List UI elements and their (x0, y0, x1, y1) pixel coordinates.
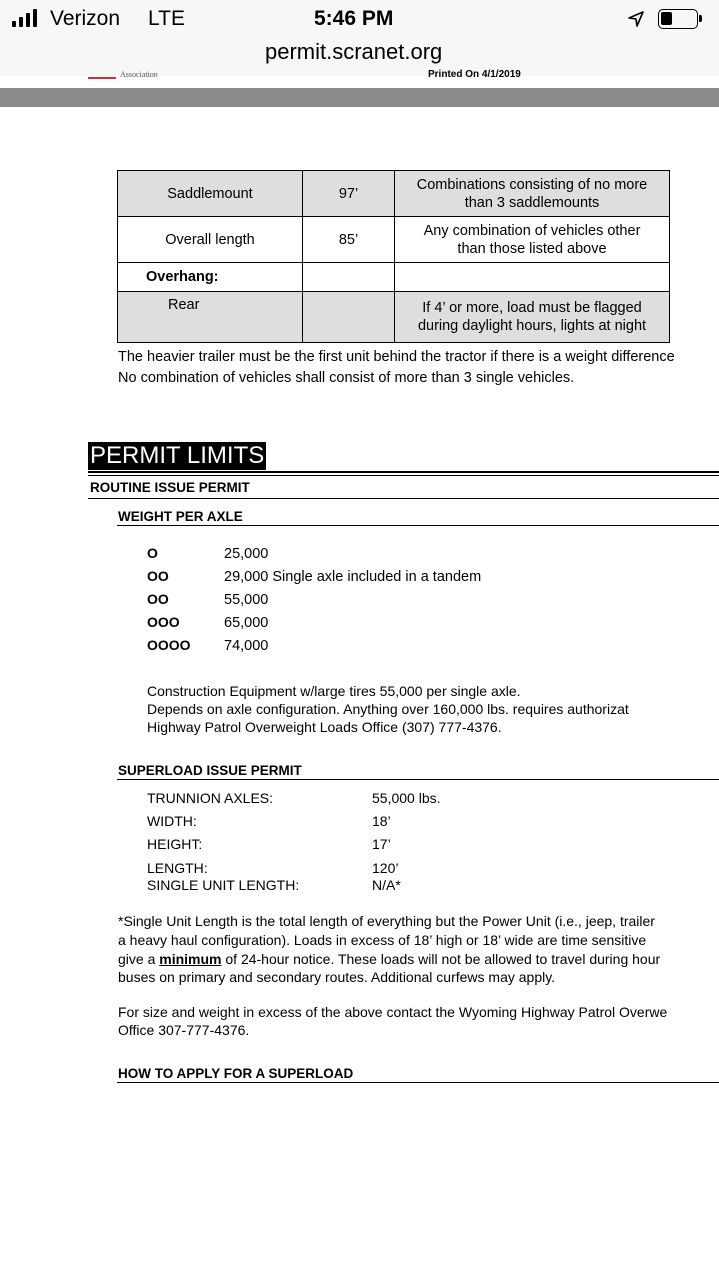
divider (88, 471, 719, 473)
table-cell-value (303, 292, 395, 343)
table-row (118, 217, 670, 263)
construction-note: Highway Patrol Overweight Loads Office (307) 777-4376. (147, 719, 502, 735)
note-line: The heavier trailer must be the first unit behind the tractor if there is a weight difference (118, 349, 675, 365)
divider (88, 475, 719, 476)
axle-weight: 29,000 Single axle included in a tandem (224, 569, 482, 585)
subsection-heading: HOW TO APPLY FOR A SUPERLOAD (118, 1066, 354, 1081)
limit-value: N/A* (372, 877, 401, 893)
divider (117, 525, 719, 526)
construction-note: Construction Equipment w/large tires 55,000 per single axle. (147, 683, 521, 699)
axle-symbol: OOOO (147, 637, 191, 653)
limit-label: HEIGHT: (147, 836, 203, 852)
axle-weight: 65,000 (224, 615, 269, 631)
divider (117, 1082, 719, 1083)
limit-label: SINGLE UNIT LENGTH: (147, 877, 300, 893)
axle-symbol: OOO (147, 614, 180, 630)
table-cell-value: 97’ (303, 171, 395, 217)
table-cell-label: Overall length (118, 217, 303, 263)
note-line: No combination of vehicles shall consist of more than 3 single vehicles. (118, 370, 575, 386)
table-cell-note: If 4’ or more, load must be flagged during daylight hours, lights at night (395, 292, 670, 343)
footnote-line: give a minimum of 24-hour notice. These loads will not be allowed to travel during hour (118, 951, 661, 967)
table-cell-label: Saddlemount (118, 171, 303, 217)
limit-value: 55,000 lbs. (372, 790, 441, 806)
subsection-heading: SUPERLOAD ISSUE PERMIT (118, 763, 302, 778)
network-label: LTE (148, 7, 185, 30)
logo-mark (88, 77, 116, 79)
contact-line: For size and weight in excess of the above contact the Wyoming Highway Patrol Overwe (118, 1004, 668, 1020)
table-row (118, 292, 670, 343)
axle-symbol: OO (147, 568, 169, 584)
battery-icon (658, 9, 698, 29)
footnote-line: a heavy haul configuration). Loads in excess of 18’ high or 18’ wide are time sensitive (118, 932, 647, 948)
table-cell-label: Rear (118, 292, 303, 343)
section-title: PERMIT LIMITS (90, 442, 265, 469)
limit-value: 18’ (372, 813, 391, 829)
limit-value: 120’ (372, 860, 399, 876)
table-cell-value (303, 263, 395, 292)
divider (88, 498, 719, 499)
table-cell-note (395, 263, 670, 292)
limit-label: LENGTH: (147, 860, 208, 876)
page-divider (0, 88, 719, 107)
subsection-heading: ROUTINE ISSUE PERMIT (90, 480, 250, 495)
url-bar[interactable]: permit.scranet.org (265, 39, 443, 64)
table-cell-note: Any combination of vehicles other than those listed above (395, 217, 670, 263)
axle-weight: 74,000 (224, 638, 269, 654)
construction-note: Depends on axle configuration. Anything over 160,000 lbs. requires authorizat (147, 701, 629, 717)
status-bar (0, 0, 719, 76)
table-cell-note: Combinations consisting of no more than 3 saddlemounts (395, 171, 670, 217)
dimension-table (117, 170, 670, 343)
clock: 5:46 PM (314, 7, 394, 30)
axle-weight: 55,000 (224, 592, 269, 608)
subsection-heading: WEIGHT PER AXLE (118, 509, 243, 524)
table-row (118, 263, 670, 292)
axle-symbol: O (147, 545, 158, 561)
table-cell-value: 85’ (303, 217, 395, 263)
axle-symbol: OO (147, 591, 169, 607)
document-header (0, 69, 719, 88)
table-row (118, 171, 670, 217)
location-arrow-icon (627, 10, 645, 28)
printed-on-text: Printed On 4/1/2019 (428, 69, 521, 80)
footnote-line: buses on primary and secondary routes. Additional curfews may apply. (118, 969, 556, 985)
contact-line: Office 307-777-4376. (118, 1022, 250, 1038)
axle-weight: 25,000 (224, 546, 269, 562)
limit-label: TRUNNION AXLES: (147, 790, 274, 806)
association-text: Association (120, 70, 158, 79)
divider (117, 779, 719, 780)
footnote-line: *Single Unit Length is the total length of everything but the Power Unit (i.e., jeep, trailer (118, 913, 655, 929)
carrier-label: Verizon (50, 7, 121, 30)
limit-value: 17’ (372, 836, 391, 852)
table-cell-label: Overhang: (118, 263, 303, 292)
limit-label: WIDTH: (147, 813, 197, 829)
